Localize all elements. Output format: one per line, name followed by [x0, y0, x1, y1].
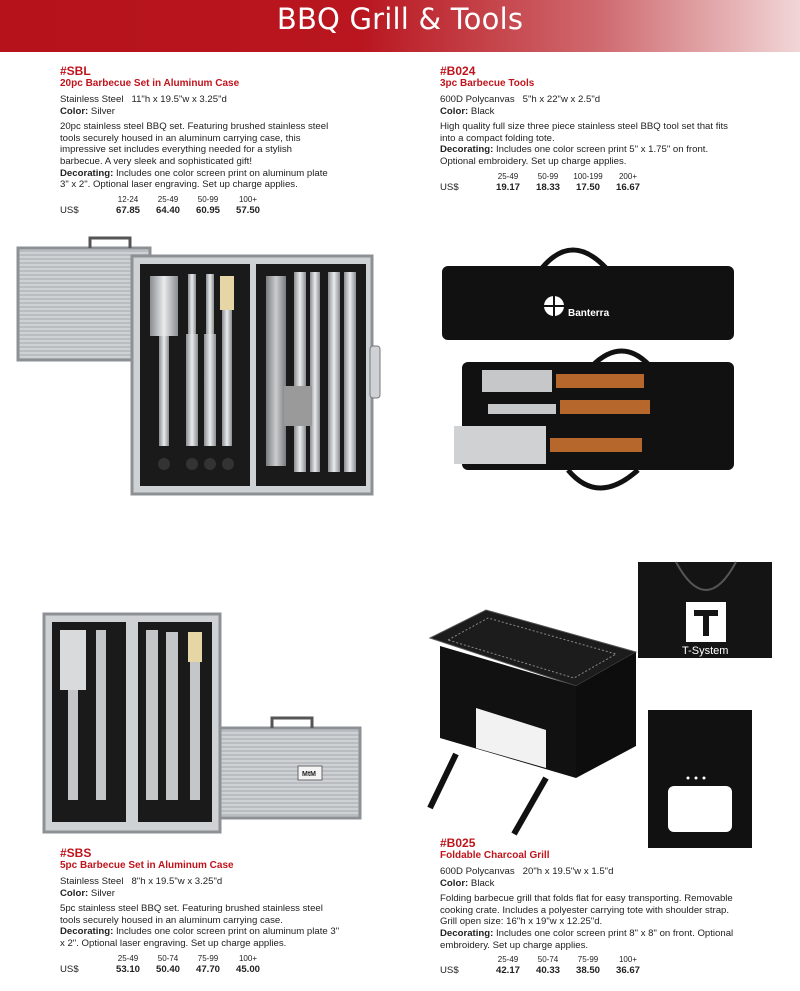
price: 18.33	[535, 181, 560, 193]
qty-tier: 100+	[618, 955, 638, 965]
aluminum-case-20pc-image	[14, 226, 386, 496]
product-sku: #SBL	[60, 64, 91, 78]
product-b024	[440, 64, 740, 193]
price: 19.17	[495, 181, 520, 193]
color-label: Color:	[60, 105, 89, 117]
qty-tier: 75-99	[577, 955, 599, 965]
qty-tier: 100+	[238, 953, 258, 963]
price: 45.00	[235, 963, 260, 975]
product-name: 20pc Barbecue Set in Aluminum Case	[60, 78, 240, 89]
price: 50.40	[155, 963, 180, 975]
product-sku: #B025	[440, 836, 476, 850]
price: 40.33	[535, 965, 560, 977]
price: 47.70	[195, 963, 220, 975]
product-description: 20pc stainless steel BBQ set. Featuring brushed stainless steel tools securely housed in an aluminum carrying case, this impressive set includes everything needed for a stylish barbecue. A very sleek and sophisticated gift!	[60, 121, 329, 167]
price: 16.67	[615, 181, 640, 193]
color-value: Black	[470, 877, 495, 889]
product-spec	[60, 94, 335, 106]
product-spec	[440, 866, 740, 878]
color-label: Color:	[440, 105, 469, 117]
qty-tier: 50-99	[537, 171, 559, 181]
plate-logo-text: MtM	[302, 771, 316, 778]
dimensions: 20"h x 19.5"w x 1.5"d	[522, 866, 614, 877]
qty-tier: 25-49	[497, 955, 519, 965]
aluminum-case-5pc-image	[42, 610, 362, 836]
price: 60.95	[195, 204, 220, 216]
bag-logo-text: Banterra	[568, 308, 610, 319]
price: 53.10	[115, 963, 140, 975]
product-sbl	[60, 64, 335, 216]
dimensions: 11"h x 19.5"w x 3.25"d	[131, 94, 227, 105]
tote-logo-text: T-System	[682, 645, 729, 657]
decorating-info	[60, 926, 340, 949]
page-title: BBQ Grill & Tools	[276, 2, 524, 36]
decorating-label: Decorating:	[440, 927, 494, 939]
decorating-info	[440, 928, 740, 951]
foldable-grill-image	[426, 558, 776, 854]
price-table	[440, 955, 648, 976]
product-description: 5pc stainless steel BBQ set. Featuring brushed stainless steel tools securely housed in an aluminum carrying case.	[60, 903, 323, 926]
color-value: Silver	[90, 887, 115, 899]
product-spec	[60, 876, 340, 888]
price: 42.17	[495, 965, 520, 977]
dimensions: 8"h x 19.5"w x 3.25"d	[131, 876, 223, 887]
decorating-info	[60, 168, 335, 191]
product-color	[440, 106, 740, 118]
qty-tier: 100-199	[573, 171, 603, 181]
currency: US$	[60, 963, 79, 975]
qty-tier: 25-49	[117, 953, 139, 963]
currency: US$	[440, 965, 459, 977]
price-table	[440, 172, 648, 193]
price: 67.85	[115, 204, 140, 216]
qty-tier: 50-74	[537, 955, 559, 965]
decorating-text: Includes one color screen print 5" x 1.75" on front. Optional embroidery. Set up charge applies.	[440, 144, 709, 167]
price: 17.50	[575, 181, 600, 193]
qty-tier: 12-24	[117, 194, 139, 204]
product-description: Folding barbecue grill that folds flat for easy transporting. Removable cooking crate. Includes a polyester carrying tote with shoulder strap. Grill open size: 16"h x 19"w x 12.25"d.	[440, 893, 733, 928]
product-description: High quality full size three piece stainless steel BBQ tool set that fits into a compact folding tote.	[440, 121, 728, 144]
currency: US$	[60, 204, 79, 216]
color-label: Color:	[60, 887, 89, 899]
decorating-info	[440, 144, 740, 167]
product-name: Foldable Charcoal Grill	[440, 850, 550, 861]
color-value: Black	[470, 105, 495, 117]
product-spec	[440, 94, 740, 106]
product-name: 3pc Barbecue Tools	[440, 78, 535, 89]
qty-tier: 50-74	[157, 953, 179, 963]
material: 600D Polycanvas	[440, 866, 515, 877]
decorating-text: Includes one color screen print 8" x 8" on front. Optional embroidery. Set up charge applies.	[440, 927, 734, 951]
product-color	[60, 106, 335, 118]
price: 36.67	[615, 965, 640, 977]
decorating-label: Decorating:	[60, 926, 114, 938]
product-color	[60, 888, 340, 900]
currency: US$	[440, 181, 459, 193]
qty-tier: 100+	[238, 194, 258, 204]
qty-tier: 25-49	[157, 194, 179, 204]
price: 57.50	[235, 204, 260, 216]
decorating-label: Decorating:	[60, 167, 114, 179]
price: 38.50	[575, 965, 600, 977]
material: 600D Polycanvas	[440, 94, 515, 105]
qty-tier: 25-49	[497, 171, 519, 181]
dimensions: 5"h x 22"w x 2.5"d	[522, 94, 601, 105]
material: Stainless Steel	[60, 876, 124, 887]
product-name: 5pc Barbecue Set in Aluminum Case	[60, 860, 234, 871]
barbecue-tools-bag-image	[438, 240, 740, 498]
price: 64.40	[155, 204, 180, 216]
decorating-text: Includes one color screen print on aluminum plate 3" x 2". Optional laser engraving. Set up charge applies.	[60, 926, 340, 949]
decorating-label: Decorating:	[440, 144, 494, 156]
page-header	[0, 0, 800, 52]
color-label: Color:	[440, 877, 469, 889]
price-table	[60, 954, 268, 975]
color-value: Silver	[90, 105, 115, 117]
qty-tier: 200+	[618, 171, 638, 181]
qty-tier: 75-99	[197, 953, 219, 963]
material: Stainless Steel	[60, 94, 124, 105]
product-sbs	[60, 846, 340, 975]
decorating-text: Includes one color screen print on aluminum plate 3" x 2". Optional laser engraving. Set up charge applies.	[60, 167, 328, 191]
product-b025	[440, 836, 740, 976]
product-color	[440, 878, 740, 890]
qty-tier: 50-99	[197, 194, 219, 204]
product-sku: #SBS	[60, 846, 92, 860]
price-table	[60, 195, 268, 216]
product-sku: #B024	[440, 64, 476, 78]
